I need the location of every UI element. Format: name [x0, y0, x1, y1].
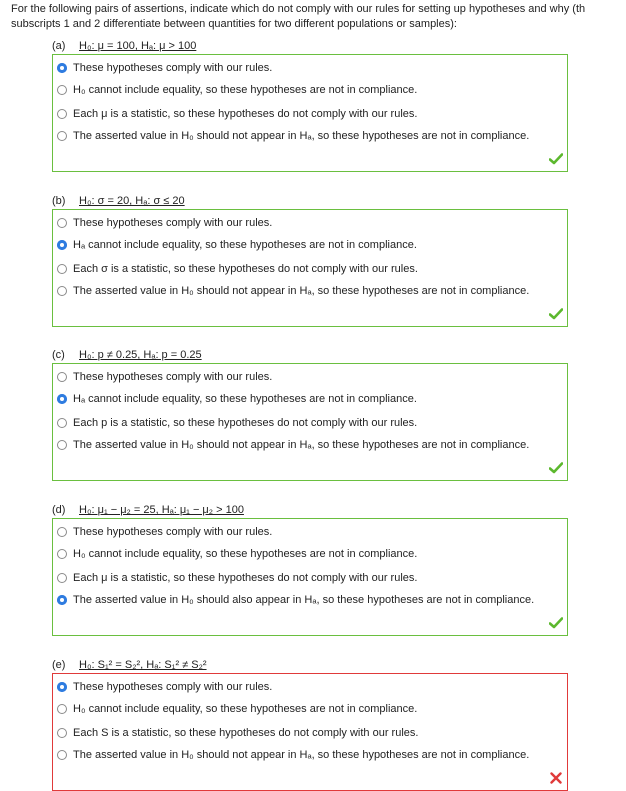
answer-box: [52, 209, 568, 327]
answer-option-label: Each p is a statistic, so these hypotheses do not comply with our rules.: [73, 417, 418, 429]
answer-option-label: H₀ cannot include equality, so these hypotheses are not in compliance.: [73, 703, 418, 715]
question-label: (b): [52, 195, 66, 207]
answer-option-label: The asserted value in H₀ should not appear in Hₐ, so these hypotheses are not in compliance.: [73, 749, 530, 761]
radio-button[interactable]: [57, 85, 67, 95]
radio-button-selected[interactable]: [57, 682, 67, 692]
answer-option-label: The asserted value in H₀ should not appear in Hₐ, so these hypotheses are not in compliance.: [73, 130, 530, 142]
answer-option-label: The asserted value in H₀ should not appear in Hₐ, so these hypotheses are not in compliance.: [73, 439, 530, 451]
answer-option-label: H₀ cannot include equality, so these hypotheses are not in compliance.: [73, 548, 418, 560]
answer-option-label: Each μ is a statistic, so these hypotheses do not comply with our rules.: [73, 108, 418, 120]
radio-button[interactable]: [57, 728, 67, 738]
radio-button[interactable]: [57, 704, 67, 714]
instructions-line-2: subscripts 1 and 2 differentiate between quantities for two different populations or samples):: [11, 18, 457, 30]
radio-button[interactable]: [57, 573, 67, 583]
correct-checkmark-icon: [549, 462, 563, 474]
radio-button-selected[interactable]: [57, 63, 67, 73]
answer-option[interactable]: [57, 702, 417, 716]
question-header: [52, 503, 244, 517]
answer-option-label: Hₐ cannot include equality, so these hypotheses are not in compliance.: [73, 239, 417, 251]
question-hypotheses: H₀: μ₁ − μ₂ = 25, Hₐ: μ₁ − μ₂ > 100: [79, 504, 244, 516]
question-header: [52, 39, 196, 53]
answer-option-label: These hypotheses comply with our rules.: [73, 62, 273, 74]
question-header: [52, 658, 207, 672]
question-hypotheses: H₀: σ = 20, Hₐ: σ ≤ 20: [79, 195, 185, 207]
question-hypotheses: H₀: p ≠ 0.25, Hₐ: p = 0.25: [79, 349, 202, 361]
question-label: (c): [52, 349, 65, 361]
answer-option-label: The asserted value in H₀ should also appear in Hₐ, so these hypotheses are not in compliance.: [73, 594, 535, 606]
answer-option-label: These hypotheses comply with our rules.: [73, 217, 273, 229]
correct-checkmark-icon: [549, 153, 563, 165]
answer-option-label: These hypotheses comply with our rules.: [73, 681, 273, 693]
radio-button[interactable]: [57, 418, 67, 428]
answer-option[interactable]: [57, 392, 417, 406]
instructions: [11, 2, 626, 32]
answer-option[interactable]: [57, 107, 417, 121]
answer-option-label: These hypotheses comply with our rules.: [73, 526, 273, 538]
answer-option-label: Hₐ cannot include equality, so these hypotheses are not in compliance.: [73, 393, 417, 405]
radio-button-selected[interactable]: [57, 595, 67, 605]
answer-option[interactable]: [57, 284, 529, 298]
radio-button[interactable]: [57, 218, 67, 228]
correct-checkmark-icon: [549, 308, 563, 320]
answer-option[interactable]: [57, 748, 529, 762]
answer-option[interactable]: [57, 83, 417, 97]
incorrect-x-icon: [549, 772, 563, 784]
radio-button[interactable]: [57, 264, 67, 274]
radio-button[interactable]: [57, 440, 67, 450]
answer-option-label: The asserted value in H₀ should not appear in Hₐ, so these hypotheses are not in compliance.: [73, 285, 530, 297]
answer-option[interactable]: [57, 593, 534, 607]
answer-option[interactable]: [57, 438, 529, 452]
question-label: (a): [52, 40, 66, 52]
answer-option-label: H₀ cannot include equality, so these hypotheses are not in compliance.: [73, 84, 418, 96]
answer-option[interactable]: [57, 571, 417, 585]
answer-box: [52, 518, 568, 636]
answer-option-label: Each μ is a statistic, so these hypotheses do not comply with our rules.: [73, 572, 418, 584]
answer-option-label: These hypotheses comply with our rules.: [73, 371, 273, 383]
radio-button-selected[interactable]: [57, 394, 67, 404]
answer-option[interactable]: [57, 370, 272, 384]
correct-checkmark-icon: [549, 617, 563, 629]
answer-option[interactable]: [57, 525, 272, 539]
question-header: [52, 348, 202, 362]
question-hypotheses: H₀: S₁² = S₂², Hₐ: S₁² ≠ S₂²: [79, 659, 207, 671]
radio-button[interactable]: [57, 109, 67, 119]
radio-button[interactable]: [57, 549, 67, 559]
answer-box: [52, 54, 568, 172]
answer-box: [52, 363, 568, 481]
answer-option-label: Each S is a statistic, so these hypotheses do not comply with our rules.: [73, 727, 419, 739]
answer-option-label: Each σ is a statistic, so these hypotheses do not comply with our rules.: [73, 263, 418, 275]
answer-option[interactable]: [57, 547, 417, 561]
question-label: (d): [52, 504, 66, 516]
answer-option[interactable]: [57, 238, 417, 252]
answer-option[interactable]: [57, 262, 418, 276]
answer-option[interactable]: [57, 216, 272, 230]
instructions-line-1: For the following pairs of assertions, indicate which do not comply with our rules for setting up hypotheses and why (th: [11, 3, 586, 15]
answer-option[interactable]: [57, 416, 417, 430]
radio-button[interactable]: [57, 750, 67, 760]
answer-option[interactable]: [57, 726, 418, 740]
answer-option[interactable]: [57, 129, 529, 143]
answer-option[interactable]: [57, 680, 272, 694]
question-label: (e): [52, 659, 66, 671]
answer-option[interactable]: [57, 61, 272, 75]
answer-box: [52, 673, 568, 791]
question-hypotheses: H₀: μ = 100, Hₐ: μ > 100: [79, 40, 197, 52]
radio-button[interactable]: [57, 372, 67, 382]
radio-button[interactable]: [57, 527, 67, 537]
radio-button[interactable]: [57, 286, 67, 296]
question-header: [52, 194, 185, 208]
radio-button[interactable]: [57, 131, 67, 141]
radio-button-selected[interactable]: [57, 240, 67, 250]
